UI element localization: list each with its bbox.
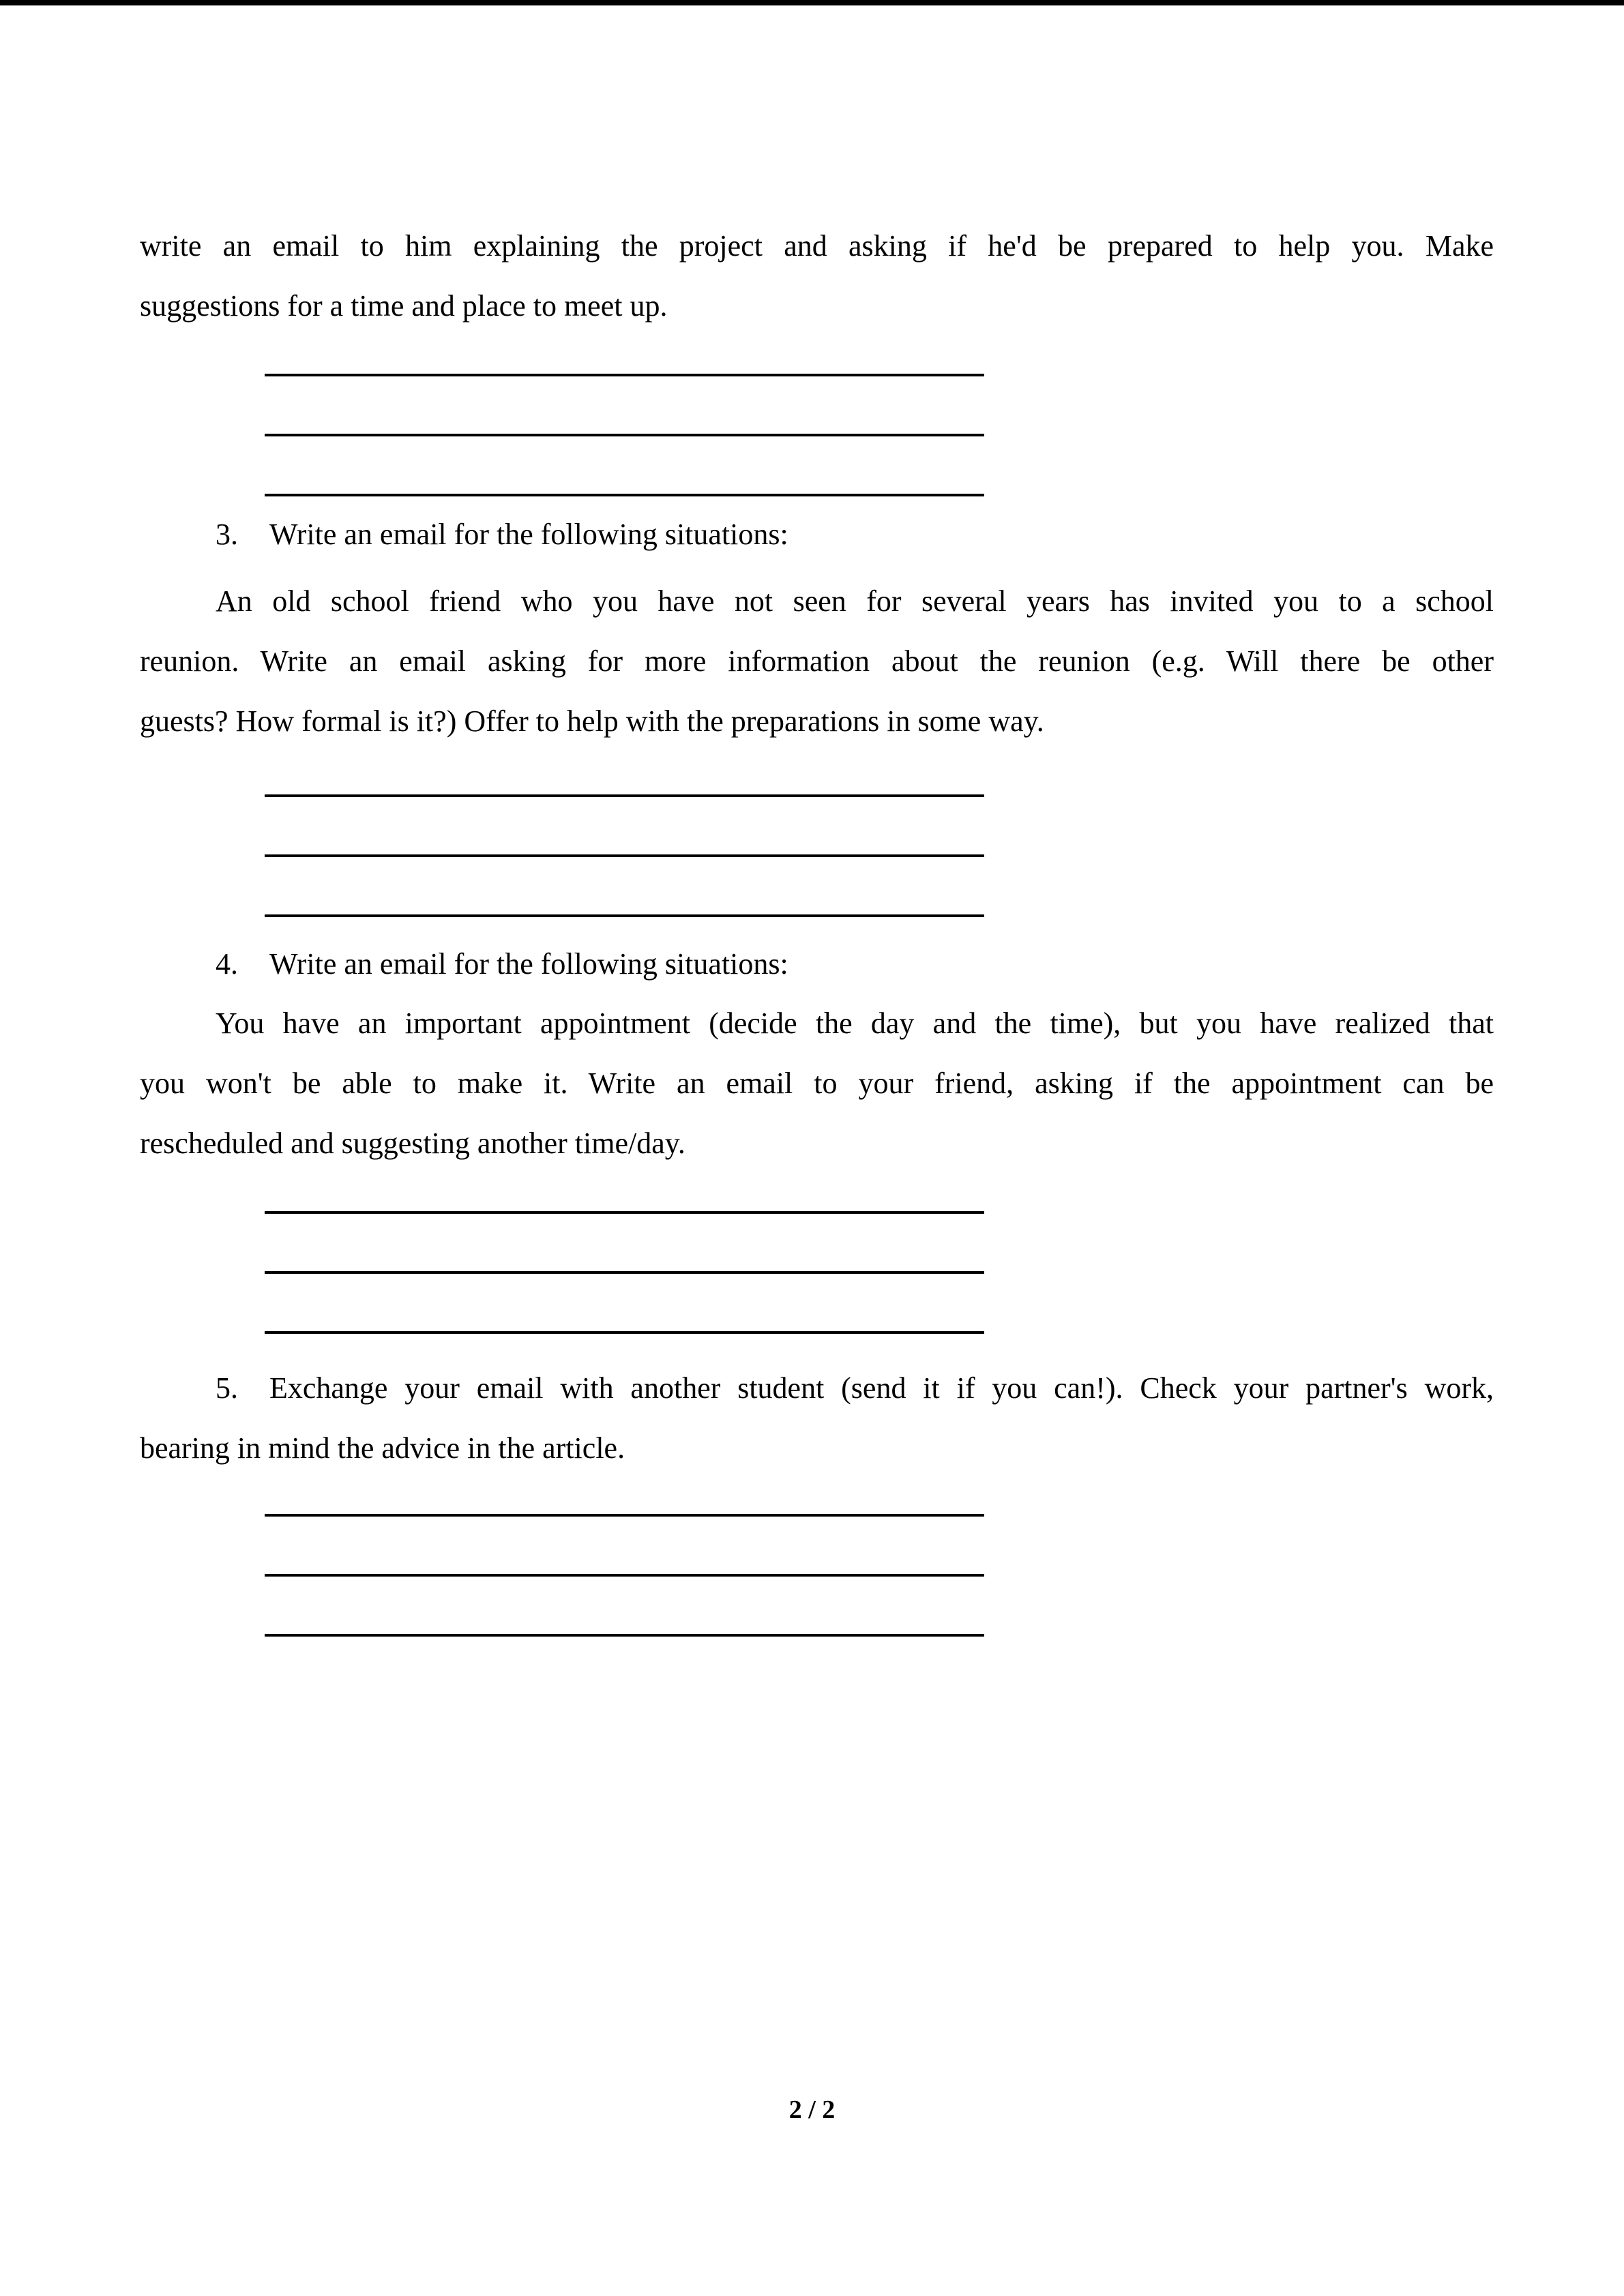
- item-5-line: bearing in mind the advice in the article.: [140, 1431, 625, 1465]
- answer-line: [265, 1634, 984, 1637]
- item-4-number: 4.: [216, 947, 238, 981]
- page-number: 2 / 2: [788, 2096, 836, 2124]
- answer-line: [265, 914, 984, 917]
- item-3-heading-text: Write an email for the following situations:: [269, 518, 788, 551]
- page-top-border: [0, 0, 1624, 5]
- item-4-heading: [140, 934, 1494, 994]
- item-5-text: Exchange your email with another student (send it if you can!). Check your partner's work,: [269, 1371, 1494, 1405]
- intro-paragraph-line: write an email to him explaining the project and asking if he'd be prepared to help you. Make: [140, 229, 1494, 263]
- answer-line: [265, 1514, 984, 1517]
- answer-line: [265, 1574, 984, 1577]
- intro-paragraph-line: suggestions for a time and place to meet up.: [140, 289, 668, 323]
- answer-line: [265, 494, 984, 496]
- answer-line: [265, 1271, 984, 1274]
- item-4-paragraph-line: you won't be able to make it. Write an email to your friend, asking if the appointment can be: [140, 1067, 1494, 1100]
- answer-line: [265, 854, 984, 857]
- answer-line: [265, 434, 984, 436]
- answer-line: [265, 794, 984, 797]
- item-5-number: 5.: [216, 1371, 238, 1405]
- item-3-paragraph-line: guests? How formal is it?) Offer to help with the preparations in some way.: [140, 704, 1044, 738]
- item-3-number: 3.: [216, 518, 238, 551]
- answer-line: [265, 374, 984, 376]
- item-3-paragraph-line: An old school friend who you have not seen for several years has invited you to a school: [216, 584, 1494, 618]
- item-5-line: [140, 1358, 1494, 1418]
- item-4-heading-text: Write an email for the following situations:: [269, 947, 788, 981]
- item-4-paragraph-line: You have an important appointment (decide the day and the time), but you have realized that: [216, 1007, 1494, 1040]
- answer-line: [265, 1211, 984, 1214]
- item-3-heading: [140, 505, 1494, 565]
- item-3-paragraph-line: reunion. Write an email asking for more information about the reunion (e.g. Will there be other: [140, 644, 1494, 678]
- item-4-paragraph-line: rescheduled and suggesting another time/day.: [140, 1127, 685, 1160]
- answer-line: [265, 1331, 984, 1334]
